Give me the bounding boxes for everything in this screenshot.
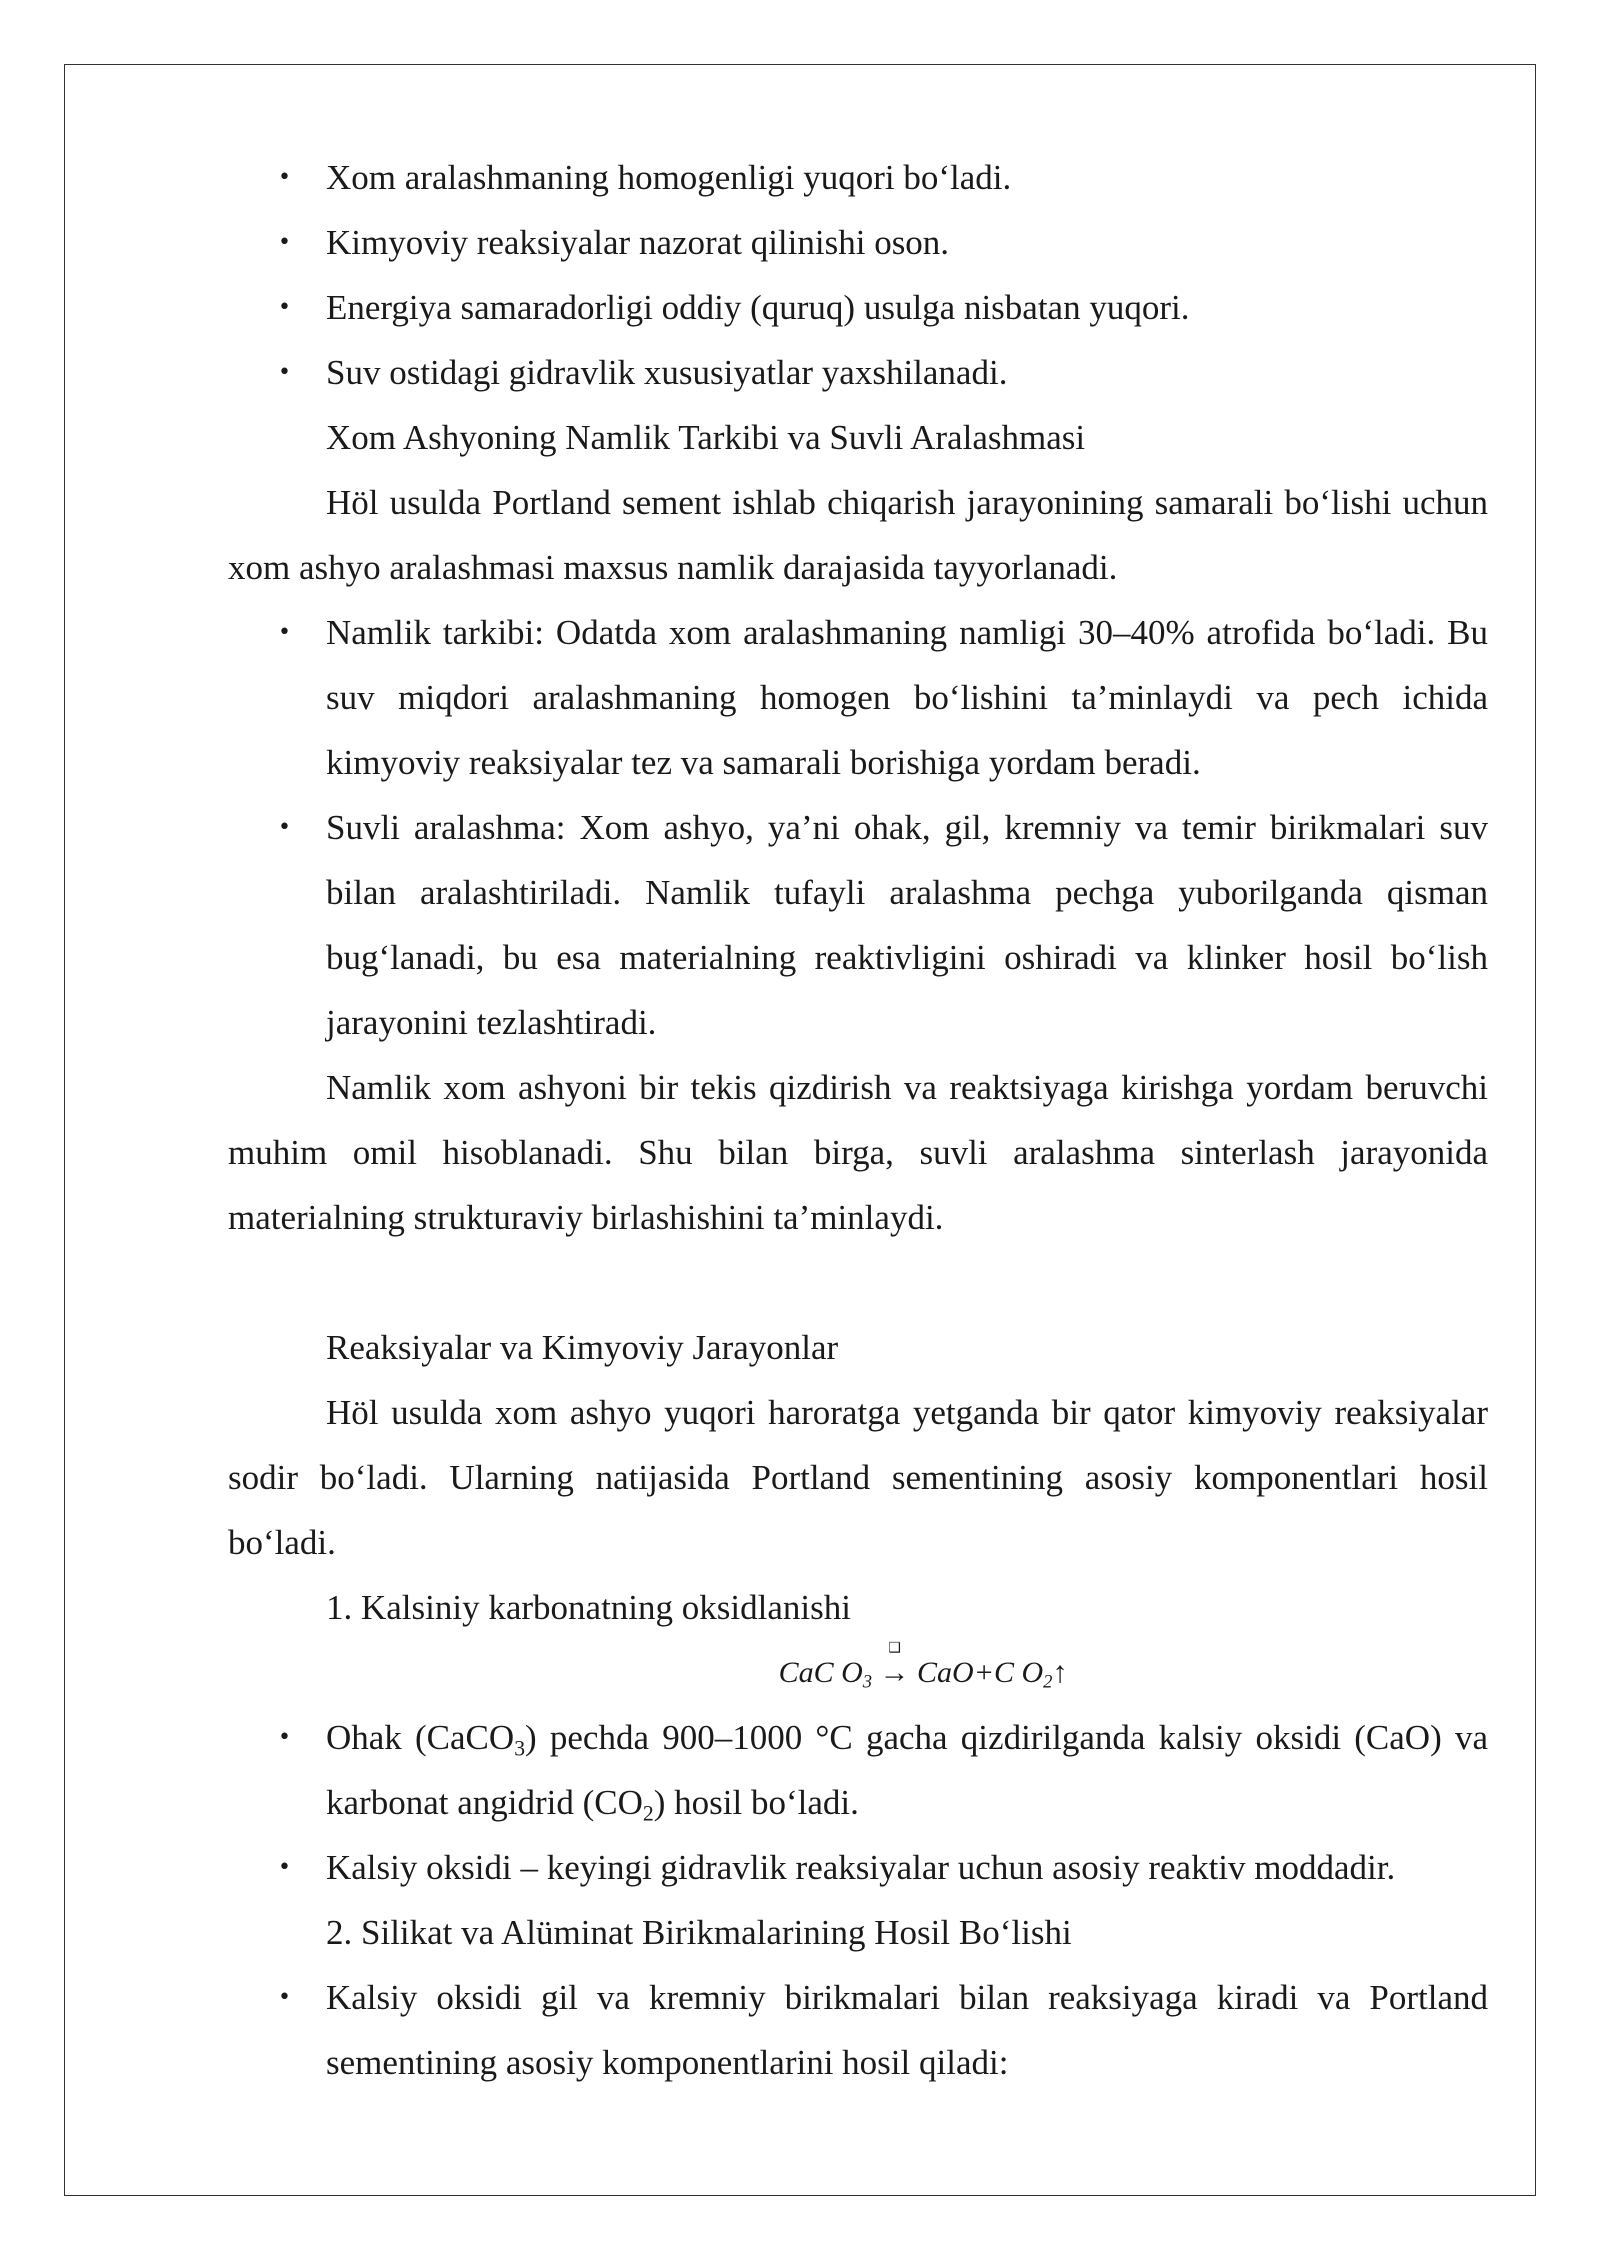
- placeholder-box-icon: ❑: [888, 1640, 901, 1656]
- subheading-silicates: 2. Silikat va Alüminat Birikmalarining Hosil Bo‘lishi: [326, 1913, 1072, 1952]
- list-item: • Xom aralashmaning homogenligi yuqori bo‘ladi.: [228, 145, 1488, 210]
- list-item: • Kalsiy oksidi – keyingi gidravlik reaksiyalar uchun asosiy reaktiv moddadir.: [228, 1835, 1488, 1900]
- advantages-list: [228, 145, 1488, 405]
- list-item: • Energiya samaradorligi oddiy (quruq) usulga nisbatan yuqori.: [228, 275, 1488, 340]
- chemical-equation: [228, 1640, 1488, 1705]
- formula-rhs: CaO+C O: [917, 1656, 1044, 1689]
- bullet-icon: •: [278, 1725, 291, 1750]
- formula-lhs: CaC O: [778, 1656, 863, 1689]
- bullet-icon: •: [278, 295, 291, 320]
- list-item: • Kalsiy oksidi gil va kremniy birikmalari bilan reaksiyaga kiradi va Portland sementining asosiy komponentlarini hosil qiladi:: [228, 1965, 1488, 2095]
- list-item: • Kimyoviy reaksiyalar nazorat qilinishi oson.: [228, 210, 1488, 275]
- bullet-icon: •: [278, 230, 291, 255]
- bullet-icon: •: [278, 815, 291, 840]
- calcination-list: [228, 1705, 1488, 1900]
- bullet-icon: •: [278, 360, 291, 385]
- formula-rhs-subscript: 2: [1043, 1671, 1053, 1693]
- section-heading-reactions: Reaksiyalar va Kimyoviy Jarayonlar: [326, 1328, 839, 1367]
- silicates-list: [228, 1965, 1488, 2095]
- list-item: • Suv ostidagi gidravlik xususiyatlar yaxshilanadi.: [228, 340, 1488, 405]
- bullet-icon: •: [278, 1855, 291, 1880]
- bullet-icon: •: [278, 165, 291, 190]
- section-heading-moisture: Xom Ashyoning Namlik Tarkibi va Suvli Aralashmasi: [326, 418, 1086, 457]
- paragraph-reactions: Höl usulda xom ashyo yuqori haroratga yetganda bir qator kimyoviy reaksiyalar sodir bo‘ladi. Ularning natijasida Portland sementining asosiy komponentlari hosil bo‘ladi.: [228, 1393, 1488, 1562]
- reaction-arrow: [880, 1640, 910, 1705]
- bullet-icon: •: [278, 1985, 291, 2010]
- paragraph-intro: Höl usulda Portland sement ishlab chiqarish jarayonining samarali bo‘lishi uchun xom ashyo aralashmasi maxsus namlik darajasida tayyorlanadi.: [228, 483, 1488, 587]
- gas-arrow-icon: ↑: [1052, 1656, 1068, 1689]
- list-item: • Ohak (CaCO$_3$) pechda 900–1000 °C gacha qizdirilganda kalsiy oksidi (CaO) va karbonat angidrid $(CO_2)$ hosil bo‘ladi.: [228, 1705, 1488, 1835]
- subheading-calcination: 1. Kalsiniy karbonatning oksidlanishi: [326, 1588, 851, 1627]
- arrow-icon: →: [879, 1656, 910, 1689]
- list-item: • Namlik tarkibi: Odatda xom aralashmaning namligi 30–40% atrofida bo‘ladi. Bu suv miqdori aralashmaning homogen bo‘lishini ta’minlaydi va pech ichida kimyoviy reaksiyalar tez va samarali borishiga yordam beradi.: [228, 600, 1488, 795]
- document-body: [228, 145, 1488, 2095]
- paragraph-moisture-role: Namlik xom ashyoni bir tekis qizdirish va reaktsiyaga kirishga yordam beruvchi muhim omil hisoblanadi. Shu bilan birga, suvli aralashma sinterlash jarayonida materialning strukturaviy birlashishini ta’minlaydi.: [228, 1068, 1488, 1237]
- moisture-list: [228, 600, 1488, 1055]
- bullet-icon: •: [278, 620, 291, 645]
- list-item: • Suvli aralashma: Xom ashyo, ya’ni ohak, gil, kremniy va temir birikmalari suv bilan aralashtiriladi. Namlik tufayli aralashma pechga yuborilganda qisman bug‘lanadi, bu esa materialning reaktivligini oshiradi va klinker hosil bo‘lish jarayonini tezlashtiradi.: [228, 795, 1488, 1055]
- formula-lhs-subscript: 3: [862, 1671, 873, 1693]
- blank-line: [228, 1250, 1488, 1315]
